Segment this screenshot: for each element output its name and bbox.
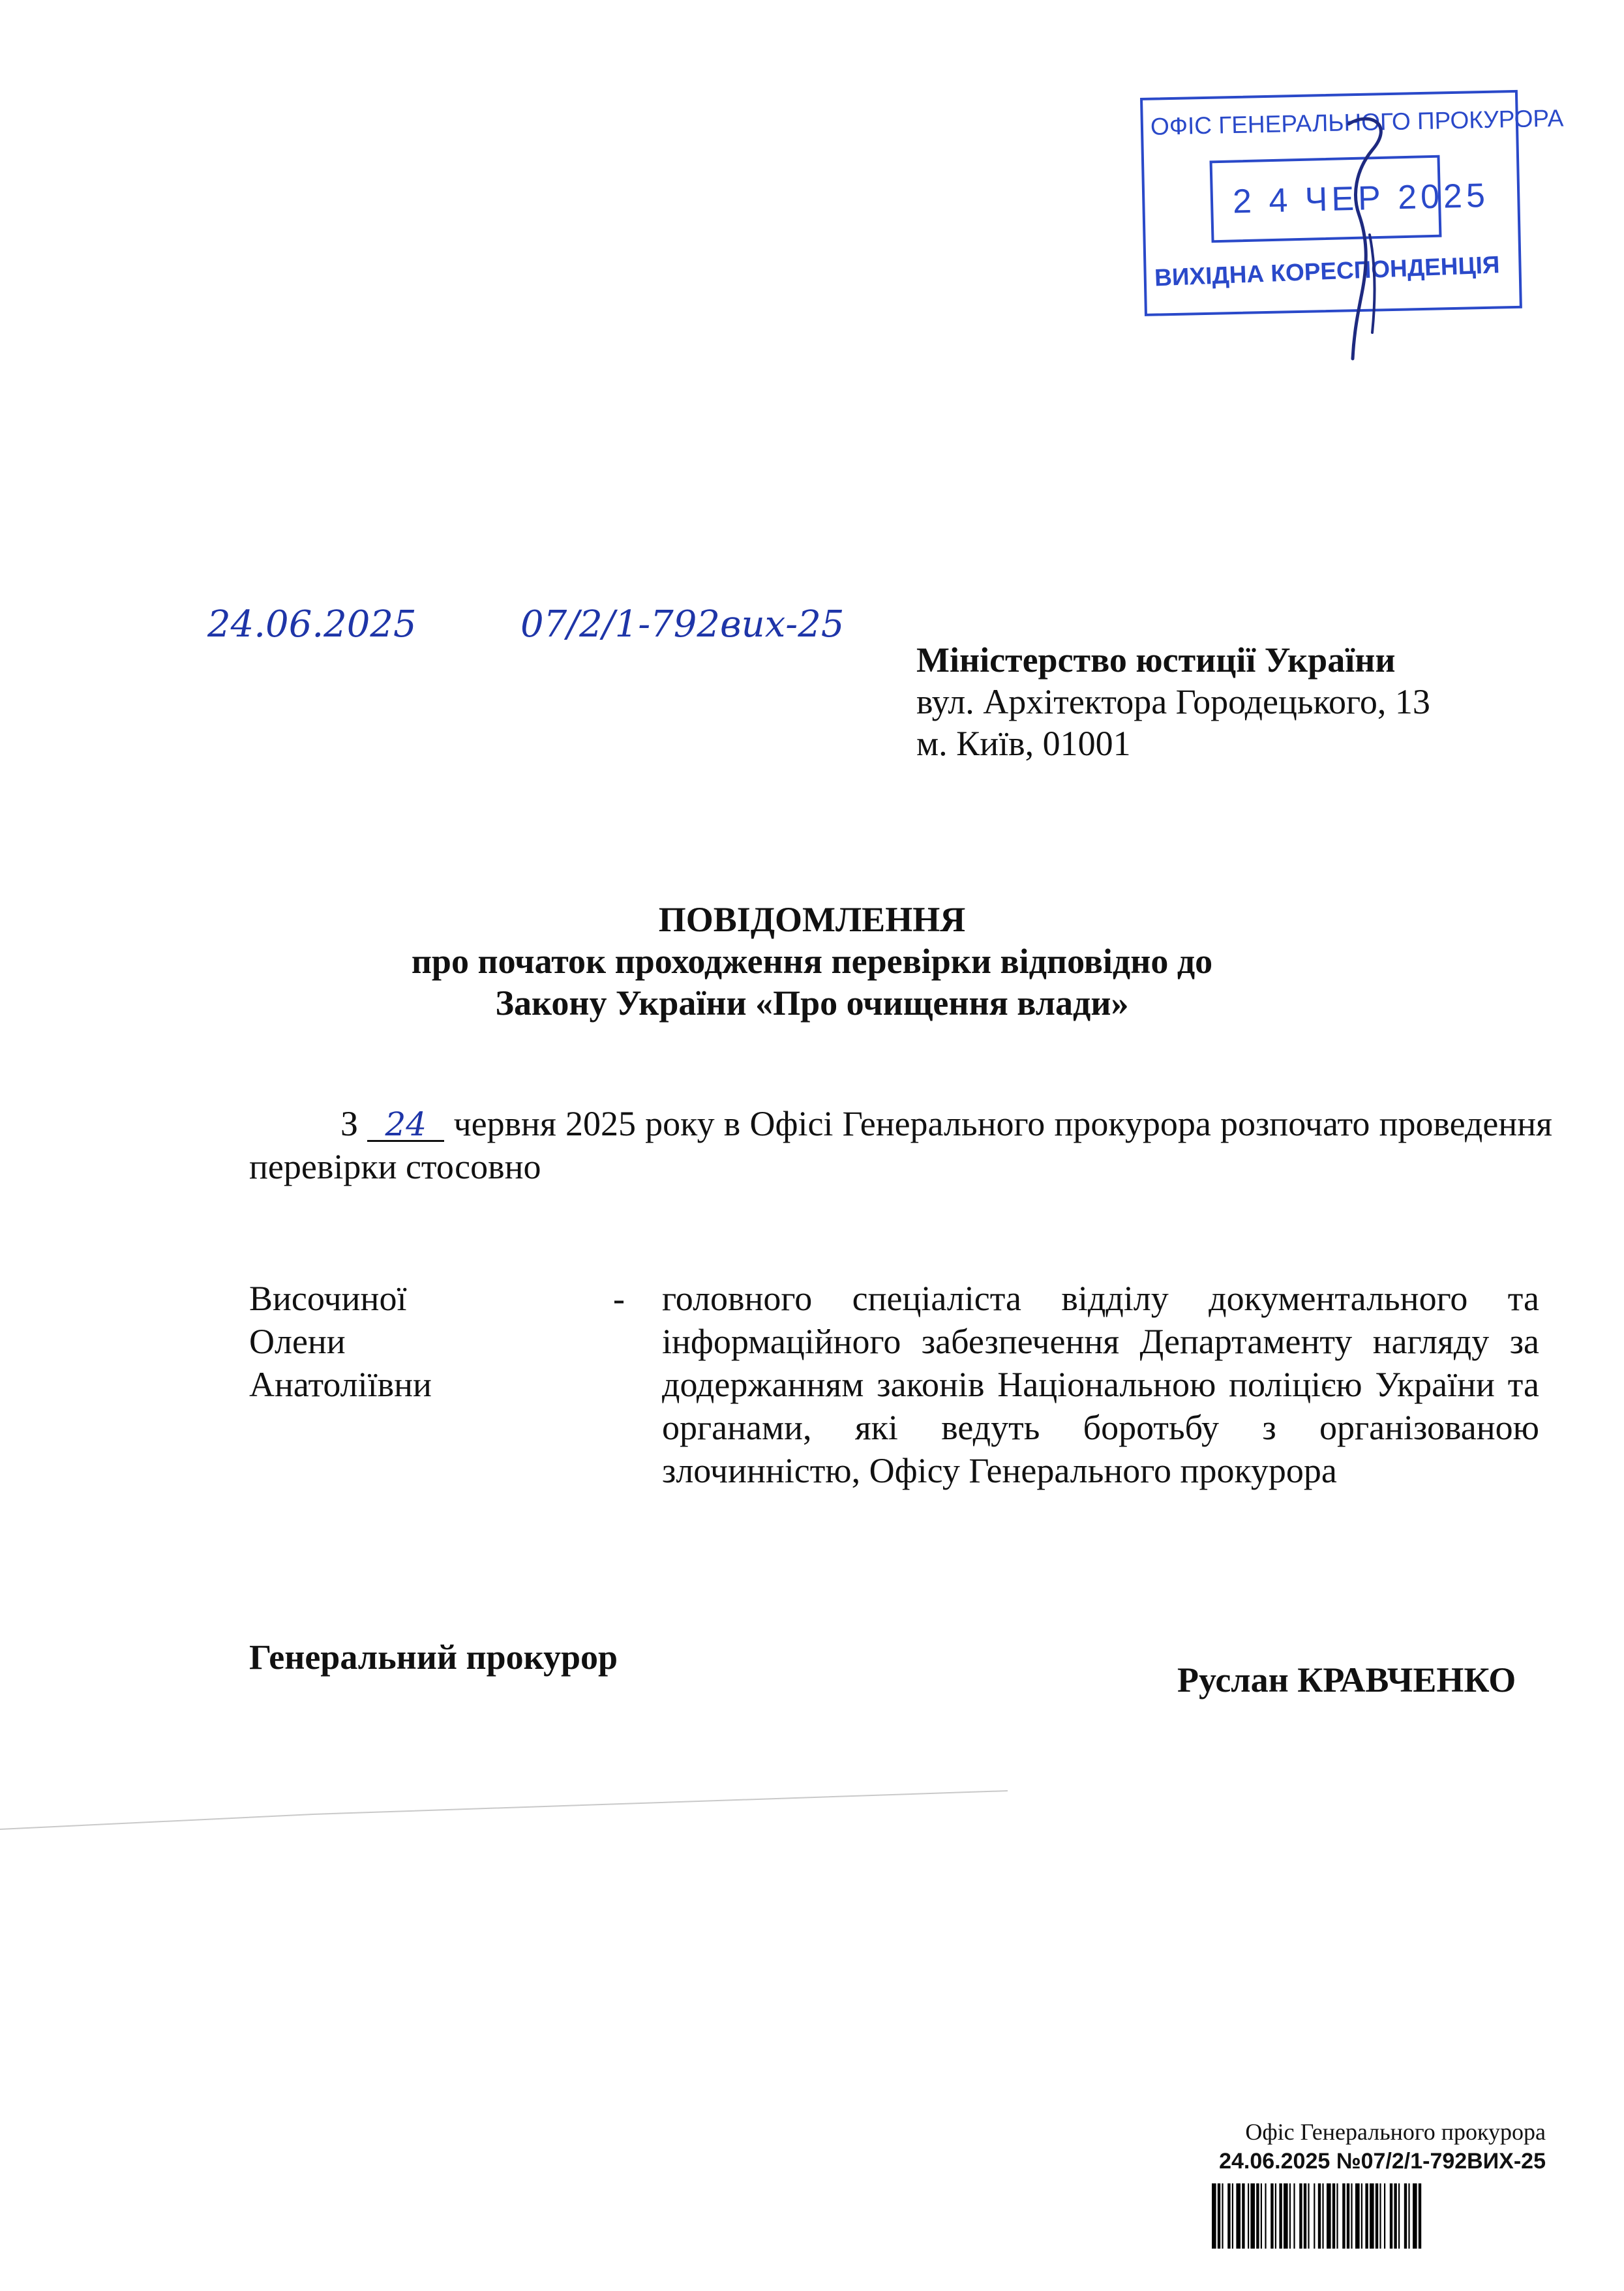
barcode-bar: [1379, 2183, 1381, 2249]
barcode-bar: [1304, 2183, 1306, 2249]
barcode-bar: [1271, 2183, 1273, 2249]
barcode-bar: [1293, 2183, 1295, 2249]
addressee-name: Міністерство юстиції України: [916, 640, 1396, 680]
barcode-bar: [1242, 2183, 1244, 2249]
person-position: головного спеціаліста відділу документального та інформаційного забезпечення Департаменту нагляду за додержанням законів Національною поліцією України та органами, які ведуть боротьбу з організованою злочинністю, Офісу Генерального прокурора: [662, 1279, 1539, 1490]
barcode-bar: [1370, 2183, 1374, 2249]
barcode-bar: [1212, 2183, 1216, 2249]
barcode-bar: [1275, 2183, 1276, 2249]
body-paragraph: [249, 1102, 1552, 1188]
signatory-name: Руслан КРАВЧЕНКО: [1177, 1660, 1516, 1700]
barcode-bar: [1222, 2183, 1223, 2249]
barcode-bar: [1355, 2183, 1360, 2249]
title-heading: ПОВІДОМЛЕННЯ: [658, 900, 966, 939]
barcode-bar: [1384, 2183, 1385, 2249]
barcode-bar: [1332, 2183, 1335, 2249]
handwritten-reg-number: 07/2/1-792вих-25: [520, 603, 845, 646]
stamp-date: 2 4 ЧЕР 2025: [1232, 176, 1490, 221]
barcode-bar: [1236, 2183, 1241, 2249]
barcode-bar: [1327, 2183, 1331, 2249]
person-patronymic: Анатоліївни: [249, 1365, 432, 1404]
handwritten-registration: [207, 603, 899, 662]
barcode-bar: [1351, 2183, 1352, 2249]
barcode-bar: [1413, 2183, 1417, 2249]
barcode-bar: [1419, 2183, 1421, 2249]
barcode-bar: [1284, 2183, 1288, 2249]
barcode-bar: [1279, 2183, 1282, 2249]
barcode-bar: [1314, 2183, 1315, 2249]
body-prefix: З: [340, 1104, 359, 1143]
person-dash: -: [613, 1279, 625, 1318]
barcode-bar: [1218, 2183, 1220, 2249]
barcode-bar: [1365, 2183, 1368, 2249]
barcode-bar: [1250, 2183, 1255, 2249]
handwritten-day: 24: [367, 1109, 444, 1142]
barcode-bar: [1408, 2183, 1409, 2249]
body-text: червня 2025 року в Офісі Генерального прокурора розпочато проведення перевірки стосовно: [249, 1104, 1553, 1186]
title-line-2: про початок проходження перевірки відповідно до: [411, 942, 1213, 981]
barcode-bar: [1256, 2183, 1259, 2249]
outgoing-correspondence-stamp: [1140, 98, 1564, 314]
barcode-bar: [1347, 2183, 1349, 2249]
scan-artifact-line: [0, 1787, 1008, 1833]
registration-barcode: [1212, 2183, 1546, 2249]
barcode-bar: [1342, 2183, 1345, 2249]
barcode-bar: [1398, 2183, 1400, 2249]
addressee-city: м. Київ, 01001: [916, 724, 1131, 763]
addressee-street: вул. Архітектора Городецького, 13: [916, 682, 1430, 721]
barcode-bar: [1289, 2183, 1291, 2249]
signatory-title: Генеральний прокурор: [249, 1638, 618, 1677]
barcode-bar: [1376, 2183, 1378, 2249]
addressee-block: [916, 639, 1569, 764]
barcode-bar: [1404, 2183, 1407, 2249]
barcode-bar: [1248, 2183, 1249, 2249]
barcode-bar: [1336, 2183, 1338, 2249]
person-first-name: Олени: [249, 1322, 346, 1361]
footer-org: Офіс Генерального прокурора: [1245, 2119, 1546, 2145]
barcode-bar: [1318, 2183, 1321, 2249]
handwritten-reg-date: 24.06.2025: [207, 603, 417, 646]
barcode-bar: [1232, 2183, 1233, 2249]
title-line-3: Закону України «Про очищення влади»: [495, 983, 1129, 1023]
stamp-signature-mark: [1140, 98, 1564, 372]
barcode-bar: [1265, 2183, 1266, 2249]
barcode-bar: [1390, 2183, 1392, 2249]
person-name: [249, 1277, 510, 1406]
stamp-org: ОФІС ГЕНЕРАЛЬНОГО ПРОКУРОРА: [1150, 104, 1564, 140]
barcode-bar: [1261, 2183, 1262, 2249]
person-surname: Височиної: [249, 1279, 407, 1318]
barcode-bar: [1361, 2183, 1362, 2249]
barcode-bar: [1322, 2183, 1323, 2249]
document-title: [196, 899, 1428, 1024]
barcode-bar: [1394, 2183, 1396, 2249]
barcode-bar: [1299, 2183, 1302, 2249]
barcode-bar: [1308, 2183, 1309, 2249]
footer-registration-number: 24.06.2025 №07/2/1-792ВИХ-25: [1219, 2149, 1546, 2174]
barcode-bar: [1227, 2183, 1230, 2249]
stamp-kind: ВИХІДНА КОРЕСПОНДЕНЦІЯ: [1154, 251, 1501, 292]
